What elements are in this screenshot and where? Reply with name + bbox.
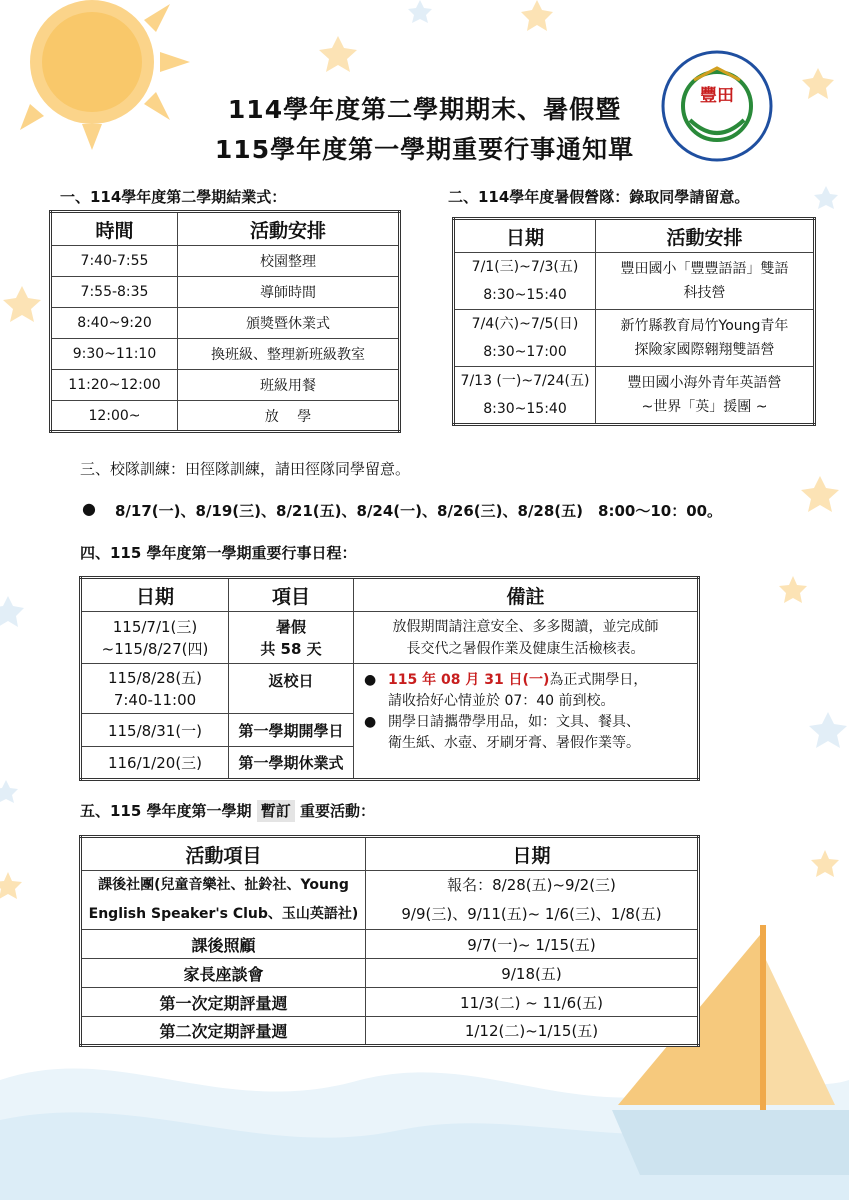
date-cell: 115/8/31(一) [81, 714, 229, 747]
col-header: 項目 [229, 578, 354, 612]
time-cell: 11:20~12:00 [51, 370, 178, 401]
date-cell [454, 253, 596, 310]
note-line: 放假期間請注意安全、多多閱讀，並完成師 [392, 618, 659, 635]
time-cell: 7:40-7:55 [51, 246, 178, 277]
section3-heading: 三、校隊訓練：田徑隊訓練，請田徑隊同學留意。 [80, 460, 411, 478]
activity-cell: 導師時間 [178, 277, 400, 308]
section2-heading: 二、114學年度暑假營隊：錄取同學請留意。 [448, 188, 750, 206]
item-line: 共 58 天 [260, 639, 322, 658]
time-cell: 7:55-8:35 [51, 277, 178, 308]
col-header: 活動項目 [81, 837, 366, 871]
activity-cell [81, 871, 366, 930]
activity-cell: 放 學 [178, 401, 400, 432]
section1-heading: 一、114學年度第二學期結業式： [60, 188, 287, 206]
section4-heading: 四、115 學年度第一學期重要行事日程： [80, 544, 357, 562]
camp-cell [596, 253, 815, 310]
activity-cell: 家長座談會 [81, 959, 366, 988]
item-line: 暑假 [275, 617, 306, 636]
camp-name-cont: 科技營 [683, 285, 726, 301]
date-cell [81, 612, 229, 664]
date-line: 報名：8/28(五)~9/2(三) [447, 876, 616, 894]
camp-cell [596, 310, 815, 367]
activity-cell: 校園整理 [178, 246, 400, 277]
section5-heading [80, 800, 375, 821]
section5-table [79, 835, 700, 1047]
date-cell [81, 664, 229, 714]
item-cell [229, 612, 354, 664]
camp-time: 8:30~15:40 [483, 401, 567, 417]
camp-name: 新竹縣教育局竹Young青年 [620, 318, 789, 334]
activity-cell: 班級用餐 [178, 370, 400, 401]
date-cell [366, 871, 699, 930]
camp-date: 7/4(六)~7/5(日) [471, 316, 579, 332]
notes-cell [354, 664, 699, 780]
note-item [358, 712, 693, 754]
training-dates: 8/17(一)、8/19(三)、8/21(五)、8/24(一)、8/26(三)、8/28(五) 8:00～10：00。 [115, 502, 723, 520]
date-line: 115/8/28(五) [107, 668, 203, 687]
date-cell: 116/1/20(三) [81, 747, 229, 780]
camp-name-cont: ~世界「英」援團 ~ [641, 399, 768, 415]
first-day-date: 115 年 08 月 31 日(一) [388, 672, 550, 688]
time-cell: 8:40~9:20 [51, 308, 178, 339]
note-text: 為正式開學日， [549, 672, 648, 688]
tentative-highlight: 暫訂 [257, 800, 295, 822]
time-cell: 12:00~ [51, 401, 178, 432]
note-cell [354, 612, 699, 664]
date-line: 115/7/1(三) [112, 617, 198, 636]
camp-date: 7/1(三)~7/3(五) [471, 259, 579, 275]
camp-name: 豐田國小海外青年英語營 [627, 375, 782, 391]
activity-cell: 課後照顧 [81, 930, 366, 959]
title-line-1: 114學年度第二學期期末、暑假暨 [227, 95, 622, 124]
activity-cell: 第一次定期評量週 [81, 988, 366, 1017]
camp-cell [596, 367, 815, 425]
col-header: 備註 [354, 578, 699, 612]
note-text: 衛生紙、水壺、牙刷牙膏、暑假作業等。 [388, 735, 640, 751]
camp-time: 8:30~15:40 [483, 287, 567, 303]
bullet-icon: ● [82, 499, 96, 518]
note-text: 請收拾好心情並於 07：40 前到校。 [388, 693, 615, 709]
item-cell: 第一學期開學日 [229, 714, 354, 747]
activity-cell: 第二次定期評量週 [81, 1017, 366, 1046]
camp-name: 豐田國小「豐豐語語」雙語 [620, 261, 789, 277]
date-line: 7:40-11:00 [113, 690, 197, 709]
camp-name-cont: 探險家國際翱翔雙語營 [634, 342, 775, 358]
date-cell: 1/12(二)~1/15(五) [366, 1017, 699, 1046]
col-header: 時間 [51, 212, 178, 246]
date-cell: 9/7(一)~ 1/15(五) [366, 930, 699, 959]
col-header: 日期 [454, 219, 596, 253]
col-header: 日期 [366, 837, 699, 871]
bullet-icon: ● [364, 714, 377, 730]
note-text: 開學日請攜帶學用品，如：文具、餐具、 [388, 714, 640, 730]
bullet-icon: ● [364, 672, 377, 688]
title-line-2: 115學年度第一學期重要行事通知單 [214, 135, 635, 164]
activity-cell: 頒獎暨休業式 [178, 308, 400, 339]
note-item [358, 670, 693, 712]
date-cell [454, 367, 596, 425]
date-line: ~115/8/27(四) [101, 639, 209, 658]
col-header: 活動安排 [178, 212, 400, 246]
time-cell: 9:30~11:10 [51, 339, 178, 370]
note-line: 長交代之暑假作業及健康生活檢核表。 [406, 640, 645, 657]
camp-time: 8:30~17:00 [483, 344, 567, 360]
item-cell: 返校日 [229, 664, 354, 714]
activity-line: 課後社團(兒童音樂社、扯鈴社、Young [98, 877, 349, 893]
date-cell: 11/3(二) ~ 11/6(五) [366, 988, 699, 1017]
item-cell: 第一學期休業式 [229, 747, 354, 780]
camp-date: 7/13 (一)~7/24(五) [460, 373, 590, 389]
activity-line: English Speaker's Club、玉山英語社) [88, 906, 359, 922]
date-cell [454, 310, 596, 367]
col-header: 活動安排 [596, 219, 815, 253]
heading-text: 五、115 學年度第一學期 [80, 802, 252, 820]
logo-center-text: 豐田 [700, 86, 734, 106]
section2-table [452, 217, 816, 426]
section4-table [79, 576, 700, 781]
date-cell: 9/18(五) [366, 959, 699, 988]
col-header: 日期 [81, 578, 229, 612]
section1-table [49, 210, 401, 433]
heading-text: 重要活動： [300, 802, 376, 820]
date-line: 9/9(三)、9/11(五)~ 1/6(三)、1/8(五) [401, 905, 662, 923]
activity-cell: 換班級、整理新班級教室 [178, 339, 400, 370]
sun-icon [20, 0, 190, 150]
